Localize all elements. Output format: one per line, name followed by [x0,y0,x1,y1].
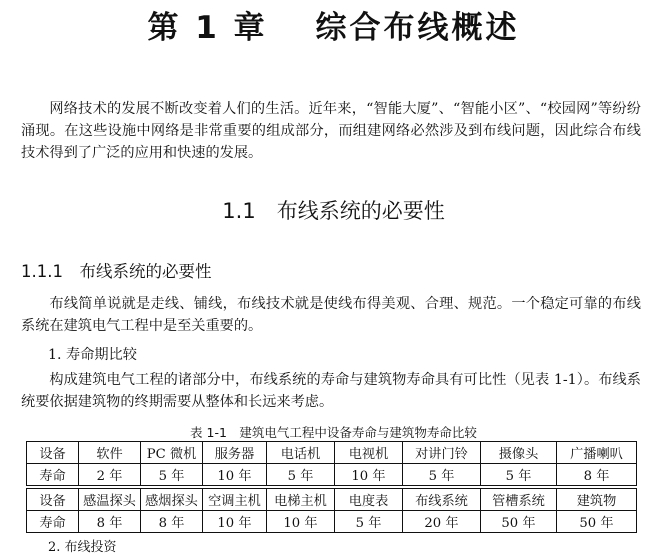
table-cell: 软件 [79,442,141,464]
table-cell: 50 年 [481,511,557,533]
item-lifespan-comparison: 1. 寿命期比较 [48,347,137,363]
table-cell: 设备 [27,442,79,464]
table-cell: 5 年 [335,511,403,533]
table-cell: 5 年 [403,464,481,486]
table-cell: 电梯主机 [267,489,335,511]
table-cell: 感温探头 [79,489,141,511]
table-cell: 20 年 [403,511,481,533]
table-cell: 8 年 [557,464,637,486]
section-heading-1-1-1: 1.1.1 布线系统的必要性 [21,262,212,281]
table-cell: 布线系统 [403,489,481,511]
table-cell: 10 年 [203,511,267,533]
table-cell: 空调主机 [203,489,267,511]
table-cell: 电话机 [267,442,335,464]
table-cell: 建筑物 [557,489,637,511]
table-cell: 对讲门铃 [403,442,481,464]
table-cell: 寿命 [27,464,79,486]
table-cell: 摄像头 [481,442,557,464]
table-caption: 表 1-1 建筑电气工程中设备寿命与建筑物寿命比较 [190,425,477,440]
lifespan-table [26,441,637,533]
chapter-title: 第 1 章 综合布线概述 [147,10,520,46]
table-cell: 服务器 [203,442,267,464]
intro-paragraph: 网络技术的发展不断改变着人们的生活。近年来，“智能大厦”、“智能小区”、“校园网”等纷纷涌现。在这些设施中网络是非常重要的组成部分，而组建网络必然涉及到布线问题，因此综合布线技术得到了广泛的应用和快速的发展。 [21,101,641,161]
table-cell: 广播喇叭 [557,442,637,464]
table-cell: 8 年 [141,511,203,533]
table-cell: 50 年 [557,511,637,533]
table-cell: 管槽系统 [481,489,557,511]
table-cell: 10 年 [267,511,335,533]
paragraph-lifespan: 构成建筑电气工程的诸部分中，布线系统的寿命与建筑物寿命具有可比性（见表 1-1）。布线系统要依据建筑物的终期需要从整体和长远来考虑。 [21,372,641,410]
table-row-equipment [27,442,637,464]
table-cell: PC 微机 [141,442,203,464]
paragraph-wiring-definition: 布线简单说就是走线、铺线，布线技术就是使线布得美观、合理、规范。一个稳定可靠的布线系统在建筑电气工程中是至关重要的。 [21,296,641,334]
table-row-lifespan [27,464,637,486]
table-cell: 电度表 [335,489,403,511]
table-cell: 5 年 [481,464,557,486]
table-cell: 寿命 [27,511,79,533]
table-cell: 10 年 [203,464,267,486]
table-cell: 设备 [27,489,79,511]
table-row-lifespan [27,511,637,533]
table-cell: 5 年 [141,464,203,486]
section-heading-1-1: 1.1 布线系统的必要性 [222,199,445,223]
table-row-equipment [27,489,637,511]
item-investment-partial: 2. 布线投资 [48,540,117,555]
table-cell: 8 年 [79,511,141,533]
table-cell: 2 年 [79,464,141,486]
table-cell: 5 年 [267,464,335,486]
table-cell: 电视机 [335,442,403,464]
table-cell: 感烟探头 [141,489,203,511]
table-cell: 10 年 [335,464,403,486]
